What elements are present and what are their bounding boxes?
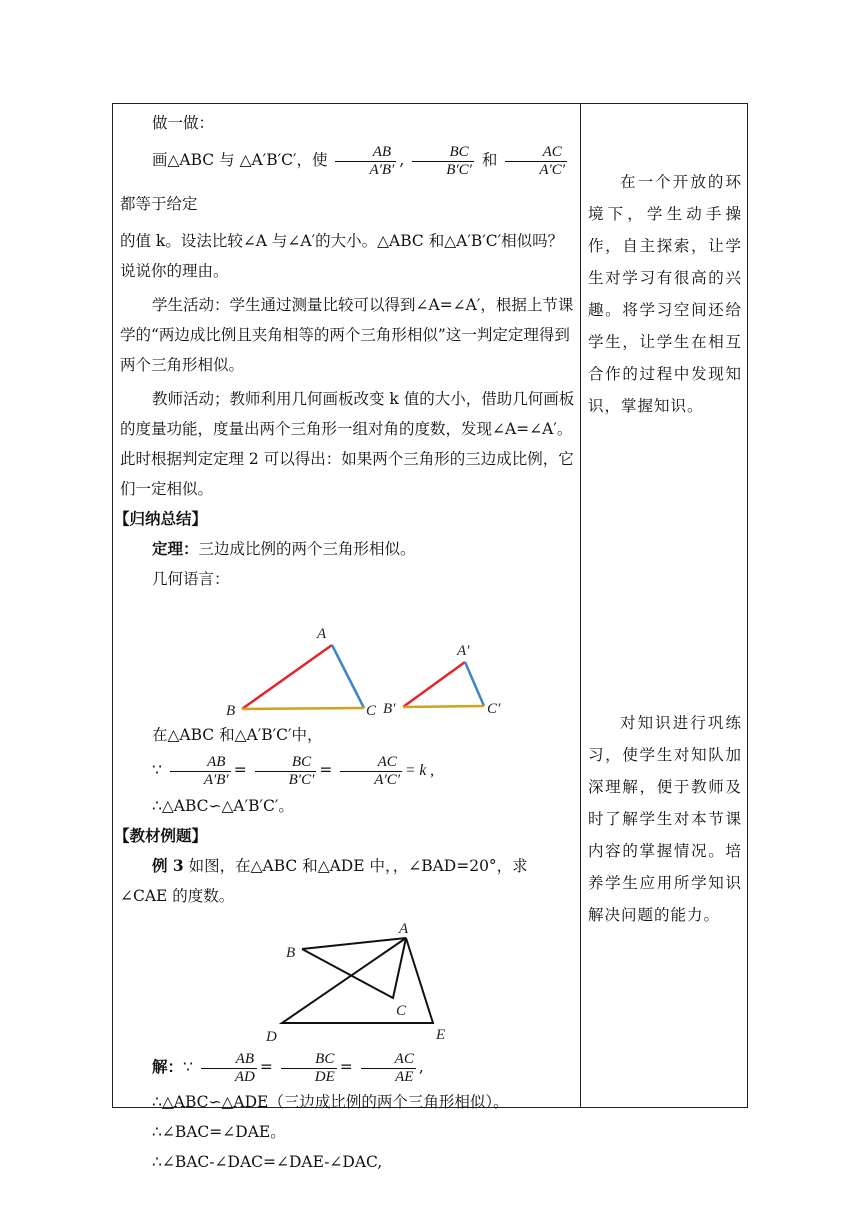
sidebar-note-2: 对知识进行巩练习，使学生对知队加深理解，便于教师及时了解学生对本节课内容的掌握情况。培养学生应用所学知识解决问题的能力。 bbox=[588, 714, 742, 924]
solution-ratio: 解：∵ $\frac{AB}{AD}$ = $\frac{BC}{DE}$ = $\frac{AC}{AE}$ , bbox=[152, 1050, 424, 1085]
vertex-c: C bbox=[366, 703, 377, 716]
summary-heading: 【归纳总结】 bbox=[114, 509, 208, 528]
side-a2c2 bbox=[465, 662, 484, 706]
side-b2c2 bbox=[403, 706, 484, 707]
point-b: B bbox=[286, 945, 296, 961]
solution-line-2: ∴∠BAC=∠DAE。 bbox=[152, 1123, 286, 1141]
vertex-a-prime: A′ bbox=[457, 643, 470, 659]
example-figure bbox=[120, 915, 575, 1043]
side-ac bbox=[332, 645, 364, 708]
teacher-activity: 教师活动；教师利用几何画板改变 k 值的大小，借助几何画板的度量功能，度量出两个三角形一组对角的度数，发现∠A=∠A′。此时根据判定定理 2 可以得出：如果两个三角形的三边成比例，它们一定相似。 bbox=[120, 390, 575, 498]
fraction-bc: $\frac{BC}{B'C'}$ bbox=[412, 144, 474, 179]
example-3: 例 3 如图，在△ABC 和△ADE 中，，∠BAD=20°，求∠CAE 的度数。 bbox=[120, 856, 528, 905]
side-ab bbox=[242, 645, 332, 709]
task-line: 画△ABC 与 △A′B′C′，使 $\frac{AB}{A'B'}$ , $\frac{BC}{B'C'}$ 和 $\frac{AC}{A'C'}$ 都等于给定 bbox=[120, 143, 566, 213]
example-heading: 【教材例题】 bbox=[114, 826, 208, 845]
vertex-b-prime: B′ bbox=[383, 701, 396, 716]
vertex-a: A bbox=[317, 626, 327, 642]
student-activity: 学生活动：学生通过测量比较可以得到∠A=∠A′，根据上节课学的“两边成比例且夹角相等的两个三角形相似”这一判定定理得到两个三角形相似。 bbox=[120, 296, 574, 374]
point-a: A bbox=[399, 921, 409, 937]
point-d: D bbox=[266, 1029, 277, 1043]
solution-line-1: ∴△ABC∽△ADE（三边成比例的两个三角形相似）。 bbox=[152, 1093, 509, 1111]
geometry-language-label: 几何语言： bbox=[152, 570, 230, 588]
ratio-equation: ∵ $\frac{AB}{A'B'}$ = $\frac{BC}{B'C'}$ = $\frac{AC}{A'C'}$ = k , bbox=[152, 753, 434, 788]
conclusion-line: ∴△ABC∽△A′B′C′。 bbox=[152, 797, 294, 815]
side-a2b2 bbox=[403, 662, 465, 707]
task-line-2: 的值 k。设法比较∠A 与∠A′的大小。△ABC 和△A′B′C′相似吗？说说你的理由。 bbox=[120, 232, 564, 280]
point-e: E bbox=[436, 1027, 446, 1043]
vertex-b: B bbox=[226, 703, 236, 716]
theorem: 定理：三边成比例的两个三角形相似。 bbox=[152, 539, 416, 558]
given-line: 在△ABC 和△A′B′C′中， bbox=[152, 726, 323, 744]
fraction-ac: $\frac{AC}{A'C'}$ bbox=[505, 144, 567, 179]
side-bc bbox=[242, 708, 364, 709]
similar-triangles-figure bbox=[120, 598, 575, 716]
vertex-c-prime: C′ bbox=[487, 701, 501, 716]
column-divider bbox=[580, 103, 581, 1108]
solution-line-3: ∴∠BAC-∠DAC=∠DAE-∠DAC, bbox=[152, 1153, 383, 1171]
main-column bbox=[114, 108, 575, 1177]
fraction-ab: $\frac{AB}{A'B'}$ bbox=[335, 144, 396, 179]
sidebar-note-1: 在一个开放的环境下，学生动手操作，自主探索，让学生对学习有很高的兴趣。将学习空间还给学生，让学生在相互合作的过程中发现知识，掌握知识。 bbox=[588, 173, 742, 415]
point-c: C bbox=[396, 1003, 407, 1019]
activity-heading: 做一做： bbox=[152, 114, 215, 132]
